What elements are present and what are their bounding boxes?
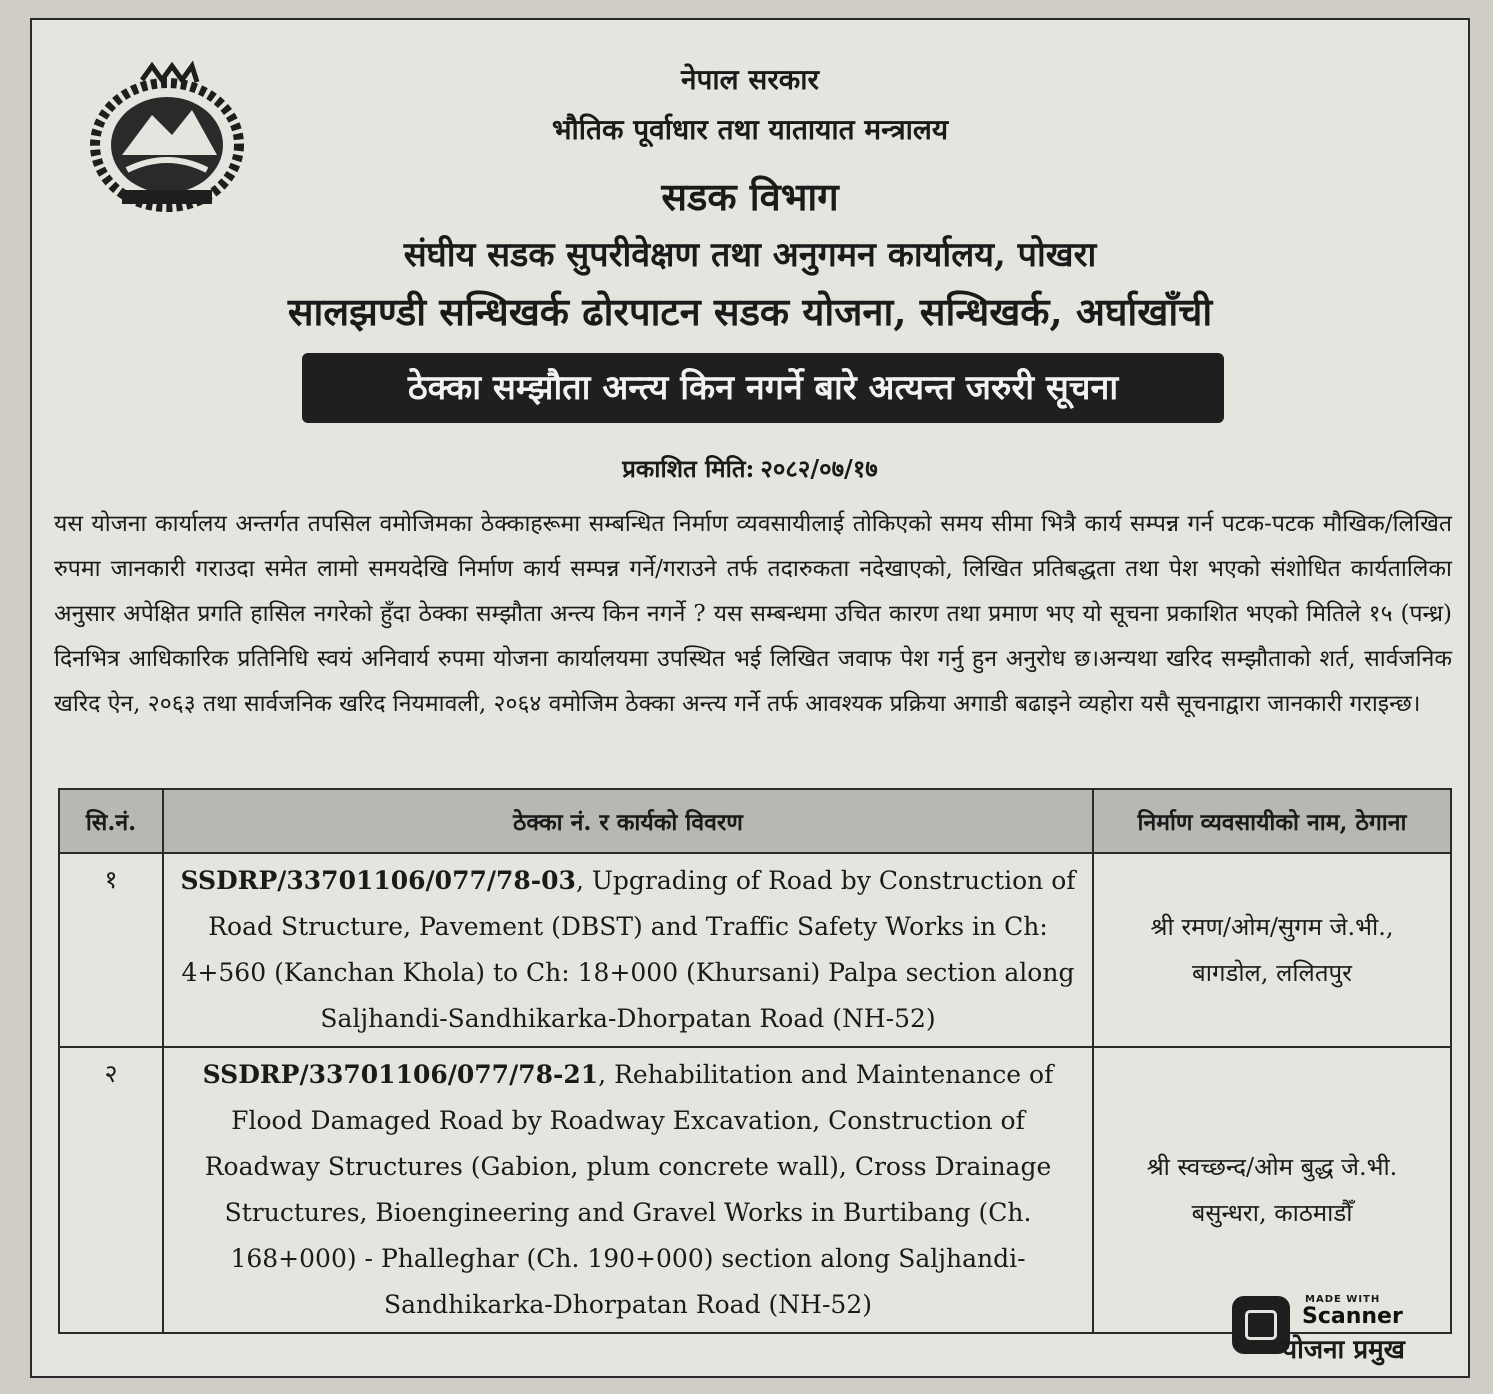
header-sn: सि.नं. <box>59 789 163 853</box>
notice-title-banner: ठेक्का सम्झौता अन्त्य किन नगर्ने बारे अत्यन्त जरुरी सूचना <box>302 353 1224 423</box>
watermark-scanner: Scanner <box>1302 1304 1403 1329</box>
table-row <box>59 1047 1451 1333</box>
contractor-address: बागडोल, ललितपुर <box>1192 959 1352 987</box>
row-contractor <box>1093 853 1451 1047</box>
table-header-row <box>59 789 1451 853</box>
header-contractor: निर्माण व्यवसायीको नाम, ठेगाना <box>1093 789 1451 853</box>
published-date: २०८२/०७/१७ <box>760 454 878 483</box>
work-description: , Rehabilitation and Maintenance of Flood Damaged Road by Roadway Excavation, Construction of Roadway Structures (Gabion, plum concrete wall), Cross Drainage Structures, Bioengineering and Gravel Works in Burtibang (Ch. 168+000) - Phalleghar (Ch. 190+000) section along Saljhandi-Sandhikarka-Dhorpatan Road (NH-52) <box>204 1060 1054 1319</box>
signature-title: योजना प्रमुख <box>1282 1335 1405 1365</box>
contracts-table <box>58 788 1452 1334</box>
notice-sheet <box>30 18 1470 1378</box>
contract-code: SSDRP/33701106/077/78-21 <box>202 1060 599 1089</box>
ministry-heading: भौतिक पूर्वाधार तथा यातायात मन्त्रालय <box>551 113 949 146</box>
row-sn: १ <box>59 853 163 1047</box>
contractor-address: बसुन्धरा, काठमाडौँ <box>1191 1199 1353 1227</box>
contractor-name: श्री स्वच्छन्द/ओम बुद्ध जे.भी. <box>1146 1153 1398 1181</box>
header-description: ठेक्का नं. र कार्यको विवरण <box>163 789 1093 853</box>
row-description <box>163 1047 1093 1333</box>
contractor-name: श्री रमण/ओम/सुगम जे.भी., <box>1150 913 1394 941</box>
project-heading: सालझण्डी सन्धिखर्क ढोरपाटन सडक योजना, सन्धिखर्क, अर्घाखाँची <box>287 289 1213 334</box>
department-heading: सडक विभाग <box>661 174 839 219</box>
table-row <box>59 853 1451 1047</box>
row-contractor <box>1093 1047 1451 1333</box>
contract-code: SSDRP/33701106/077/78-03 <box>180 866 576 895</box>
row-sn: २ <box>59 1047 163 1333</box>
published-label: प्रकाशित मिति: <box>622 454 755 483</box>
row-description <box>163 853 1093 1047</box>
watermark-made-with: MADE WITH <box>1305 1294 1381 1305</box>
work-description: , Upgrading of Road by Construction of Road Structure, Pavement (DBST) and Traffic Safety Works in Ch: 4+560 (Kanchan Khola) to Ch: 18+000 (Khursani) Palpa section along Saljhandi-Sandhikarka-Dhorpatan Road (NH-52) <box>181 866 1076 1033</box>
government-heading: नेपाल सरकार <box>680 63 820 96</box>
office-heading: संघीय सडक सुपरीवेक्षण तथा अनुगमन कार्यालय, पोखरा <box>403 235 1097 275</box>
notice-body: यस योजना कार्यालय अन्तर्गत तपसिल वमोजिमका ठेक्काहरूमा सम्बन्धित निर्माण व्यवसायीलाई तोकिएको समय सीमा भित्रै कार्य सम्पन्न गर्न पटक-पटक मौखिक/लिखित रुपमा जानकारी गराउदा समेत लामो समयदेखि निर्माण कार्य सम्पन्न गर्ने/गराउने तर्फ तदारुकता नदेखाएको, लिखित प्रतिबद्धता तथा पेश भएको संशोधित कार्यतालिका अनुसार अपेक्षित प्रगति हासिल नगरेको हुँदा ठेक्का सम्झौता अन्त्य किन नगर्ने ? यस सम्बन्धमा उचित कारण तथा प्रमाण भए यो सूचना प्रकाशित भएको मितिले १५ (पन्ध्र) दिनभित्र आधिकारिक प्रतिनिधि स्वयं अनिवार्य रुपमा योजना कार्यालयमा उपस्थित भई लिखित जवाफ पेश गर्नु हुन अनुरोध छ।अन्यथा खरिद सम्झौताको शर्त, सार्वजनिक खरिद ऐन, २०६३ तथा सार्वजनिक खरिद नियमावली, २०६४ वमोजिम ठेक्का अन्त्य गर्ने तर्फ आवश्यक प्रक्रिया अगाडी बढाइने व्यहोरा यसै सूचनाद्वारा जानकारी गराइन्छ। <box>54 511 1452 717</box>
published-date-line <box>32 452 1468 485</box>
